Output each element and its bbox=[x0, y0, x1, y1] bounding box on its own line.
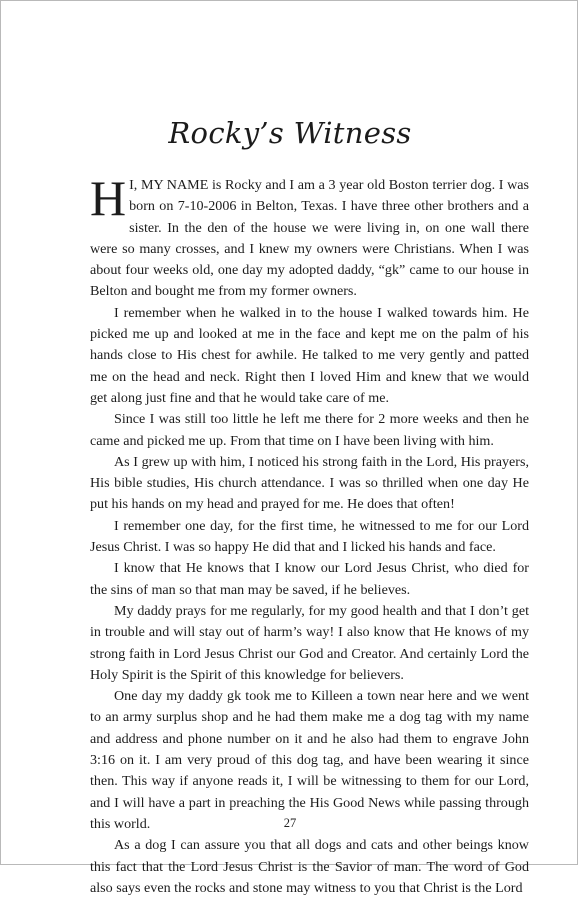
chapter-title: Rocky’s Witness bbox=[168, 116, 412, 150]
paragraph-6: I know that He knows that I know our Lord Jesus Christ, who died for the sins of man so that man may be saved, if he believes. bbox=[90, 560, 529, 598]
paragraph-5: I remember one day, for the first time, he witnessed to me for our Lord Jesus Christ. I was so happy He did that and I licked his hands and face. bbox=[90, 517, 529, 556]
paragraph-7: My daddy prays for me regularly, for my good health and that I don’t get in trouble and will stay out of harm’s way! I also know that He knows of my strong faith in Lord Jesus Christ our God and Creator. And certainly Lord the Holy Spirit is the Spirit of this knowledge for believers. bbox=[90, 602, 529, 683]
paragraph-1 bbox=[90, 170, 529, 303]
paragraph-2: I remember when he walked in to the house I walked towards him. He picked me up and looked at me in the face and kept me on the palm of his hands close to His chest for awhile. He talked to me very gently and patted me on the head and neck. Right then I loved Him and knew that we would get along just fine and that he would take care of me. bbox=[90, 304, 529, 406]
chapter-body bbox=[90, 170, 529, 899]
page-number: 27 bbox=[283, 816, 297, 830]
paragraph-8: One day my daddy gk took me to Killeen a town near here and we went to an army surplus shop and he had them make me a dog tag with my name and address and phone number on it and he also had them to engrave John 3:16 on it. I am very proud of this dog tag, and have been wearing it since then. This way if anyone reads it, I will be witnessing to them for our Lord, and I will have a part in preaching the His Good News while passing through this world. bbox=[90, 688, 529, 832]
paragraph-text: I, MY NAME is Rocky and I am a 3 year old Boston terrier dog. I was born on 7-10-2006 in Belton, Texas. I have three other brothers and a sister. In the den of the house we were living in, on one wall there were so many crosses, and I knew my owners were Christians. When I was about four weeks old, one day my adopted daddy, “gk” came to our house in Belton and bought me from my former owners. bbox=[90, 177, 529, 300]
paragraph-9: As a dog I can assure you that all dogs and cats and other beings know this fact that the Lord Jesus Christ is the Savior of man. The word of God also says even the rocks and stone may witness to you that Christ is the Lord bbox=[90, 837, 529, 896]
paragraph-4: As I grew up with him, I noticed his strong faith in the Lord, His prayers, His bible studies, His church attendance. I was so thrilled when one day He put his hands on my head and prayed for me. He does that often! bbox=[90, 453, 529, 513]
drop-cap: H bbox=[90, 170, 127, 226]
paragraph-3: Since I was still too little he left me there for 2 more weeks and then he came and picked me up. From that time on I have been living with him. bbox=[90, 411, 529, 449]
